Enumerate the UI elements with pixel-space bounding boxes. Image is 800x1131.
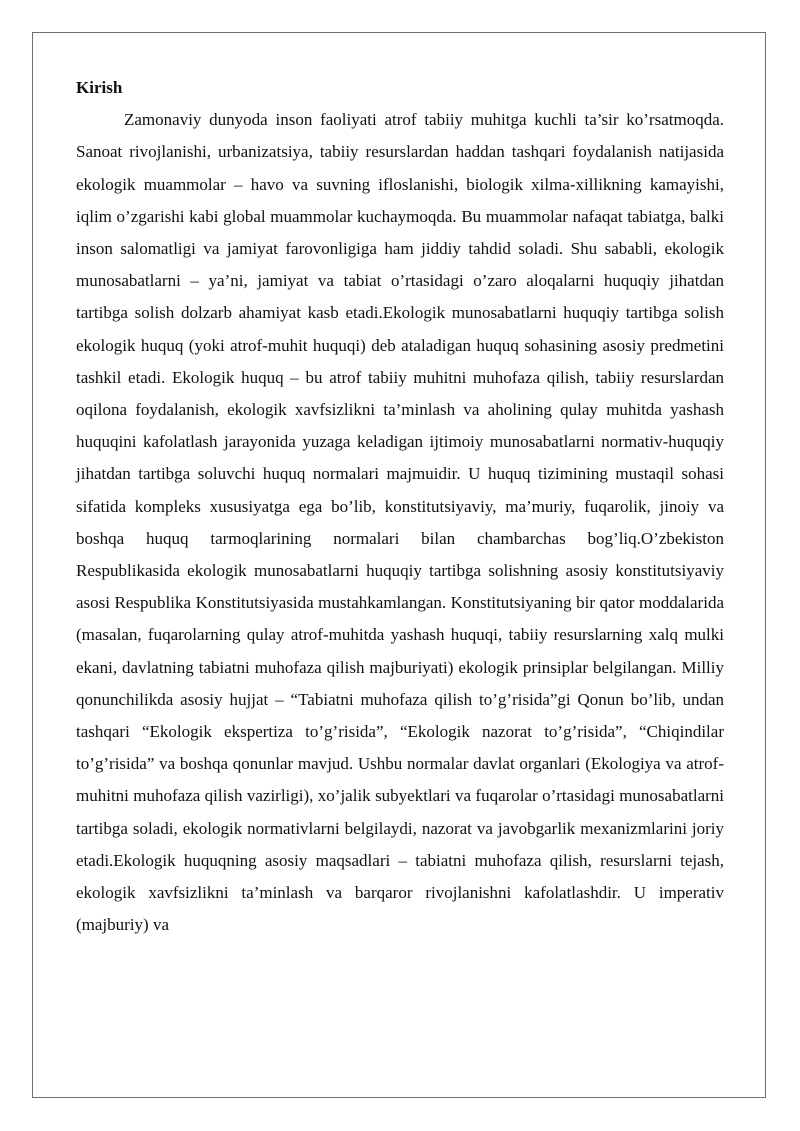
- body-paragraph: Zamonaviy dunyoda inson faoliyati atrof tabiiy muhitga kuchli ta’sir ko’rsatmoqda. Sanoat rivojlanishi, urbanizatsiya, tabiiy resurslardan haddan tashqari foydalanish natijasida ekologik muammolar – havo va suvning ifloslanishi, biologik xilma-xillikning kamayishi, iqlim o’zgarishi kabi global muammolar kuchaymoqda. Bu muammolar nafaqat tabiatga, balki inson salomatligi va jamiyat farovonligiga ham jiddiy tahdid soladi. Shu sababli, ekologik munosabatlarni – ya’ni, jamiyat va tabiat o’rtasidagi o’zaro aloqalarni huquqiy jihatdan tartibga solish dolzarb ahamiyat kasb etadi.Ekologik munosabatlarni huquqiy tartibga solish ekologik huquq (yoki atrof-muhit huquqi) deb ataladigan huquq sohasining asosiy predmetini tashkil etadi. Ekologik huquq – bu atrof tabiiy muhitni muhofaza qilish, tabiiy resurslardan oqilona foydalanish, ekologik xavfsizlikni ta’minlash va aholining qulay muhitda yashash huquqini kafolatlash jarayonida yuzaga keladigan ijtimoiy munosabatlarni normativ-huquqiy jihatdan tartibga soluvchi huquq normalari majmuidir. U huquq tizimining mustaqil sohasi sifatida kompleks xususiyatga ega bo’lib, konstitutsiyaviy, ma’muriy, fuqarolik, jinoiy va boshqa huquq tarmoqlarining normalari bilan chambarchas bog’liq.O’zbekiston Respublikasida ekologik munosabatlarni huquqiy tartibga solishning asosiy konstitutsiyaviy asosi Respublika Konstitutsiyasida mustahkamlangan. Konstitutsiyaning bir qator moddalarida (masalan, fuqarolarning qulay atrof-muhitda yashash huquqi, tabiiy resurslarning xalq mulki ekani, davlatning tabiatni muhofaza qilish majburiyati) ekologik prinsiplar belgilangan. Milliy qonunchilikda asosiy hujjat – “Tabiatni muhofaza qilish to’g’risida”gi Qonun bo’lib, undan tashqari “Ekologik ekspertiza to’g’risida”, “Ekologik nazorat to’g’risida”, “Chiqindilar to’g’risida” va boshqa qonunlar mavjud. Ushbu normalar davlat organlari (Ekologiya va atrof-muhitni muhofaza qilish vazirligi), xo’jalik subyektlari va fuqarolar o’rtasidagi munosabatlarni tartibga soladi, ekologik normativlarni belgilaydi, nazorat va javobgarlik mexanizmlarini joriy etadi.Ekologik huquqning asosiy maqsadlari – tabiatni muhofaza qilish, resurslarni tejash, ekologik xavfsizlikni ta’minlash va barqaror rivojlanishni kafolatlashdir. U imperativ (majburiy) va: [76, 110, 724, 935]
- section-heading: Kirish: [76, 78, 123, 97]
- document-body: [76, 72, 724, 941]
